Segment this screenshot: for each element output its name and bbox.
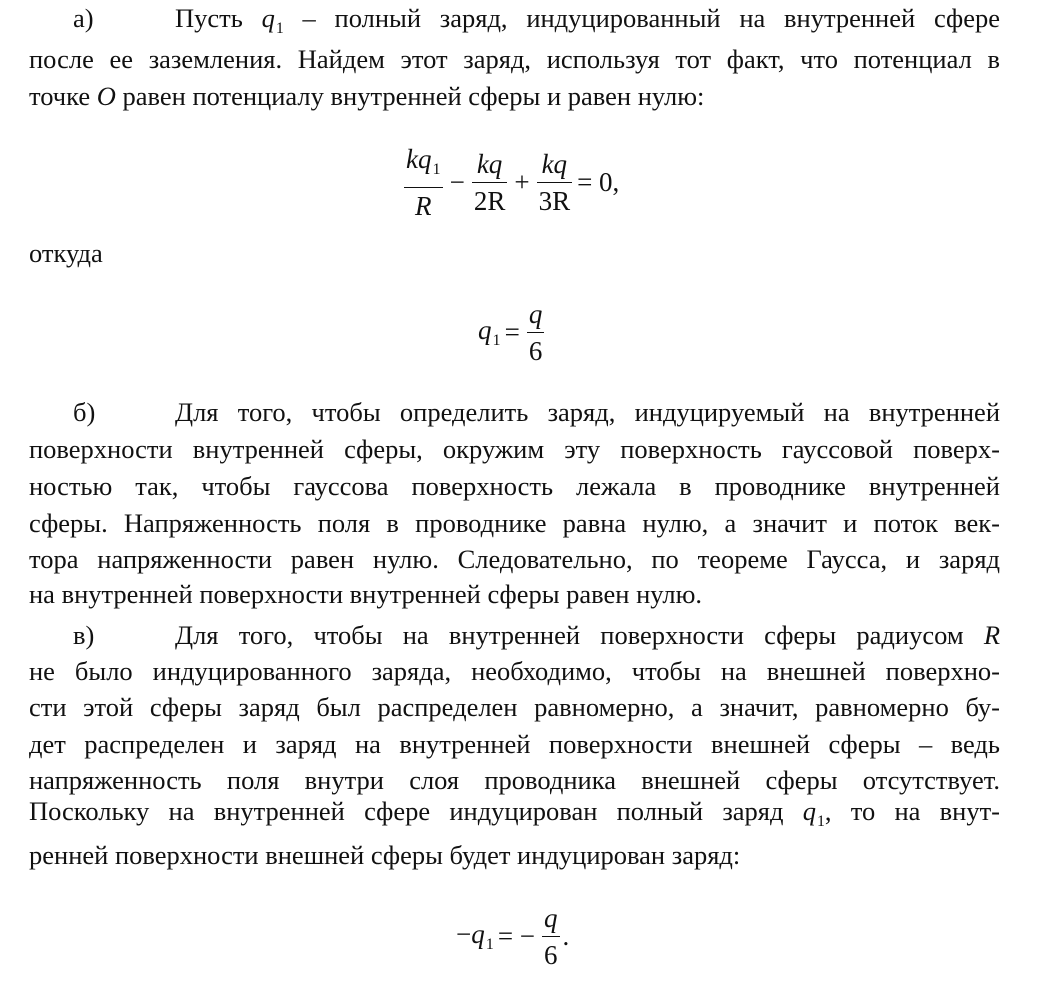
- part-b-line-2: поверхности внутренней сферы, окружим эту поверхность гауссовой поверх-: [29, 434, 1000, 464]
- part-c-line-6: Поскольку на внутренней сфере индуцирован полный заряд $q_1$, то на внут-: [29, 796, 1000, 830]
- part-c-label: в): [73, 620, 95, 650]
- text: – полный заряд, индуцированный на внутренней сфере: [283, 3, 1000, 33]
- fraction-q-6-neg: $\frac{q}{6}$: [544, 903, 558, 970]
- part-c-line-5: напряженность поля внутри слоя проводника внешней сферы отсутствует.: [29, 765, 1000, 795]
- part-b-line-4: сферы. Напряженность поля в проводнике равна нулю, а значит и поток век-: [29, 508, 1000, 538]
- part-c-line-2: не было индуцированного заряда, необходимо, чтобы на внешней поверхно-: [29, 656, 1000, 686]
- part-a-line-1: [29, 0, 1000, 36]
- fraction-kq-3R: $\frac{kq}{3R}$: [538, 148, 571, 216]
- part-b-line-1: б) Для того, чтобы определить заряд, индуцируемый на внутренней: [29, 394, 1000, 430]
- part-a-line-3: точке O равен потенциалу внутренней сферы и равен нулю:: [29, 81, 705, 111]
- equation-minus-q1: $-q_1$ = − $\frac{q}{6}$ .: [456, 903, 570, 970]
- equation-q1: $q_1$ = $\frac{q}{6}$: [478, 299, 543, 366]
- fraction-kq-2R: $\frac{kq}{2R}$: [473, 148, 506, 216]
- part-c-line-7: ренней поверхности внешней сферы будет индуцирован заряд:: [29, 840, 741, 870]
- equation-potential: $\frac{kq_1}{R}$ − $\frac{kq}{2R}$ + $\frac{kq}{3R}$ = 0,: [406, 144, 620, 221]
- part-b-line-6: на внутренней поверхности внутренней сферы равен нулю.: [29, 579, 702, 609]
- part-b-label: б): [73, 397, 96, 427]
- fraction-kq1-R: $\frac{kq_1}{R}$: [406, 144, 441, 221]
- part-a-line-2: после ее заземления. Найдем этот заряд, используя тот факт, что потенциал в: [29, 44, 1000, 74]
- fraction-q-6: $\frac{q}{6}$: [528, 299, 543, 366]
- variable-R: R: [983, 620, 1000, 650]
- part-a-label: а): [73, 3, 94, 33]
- text: Пусть: [175, 3, 262, 33]
- variable-q: $q_1$: [261, 3, 284, 37]
- part-b-line-3: ностью так, чтобы гауссова поверхность лежала в проводнике внутренней: [29, 471, 1000, 501]
- part-c-line-3: сти этой сферы заряд был распределен равномерно, а значит, равномерно бу-: [29, 692, 1000, 722]
- point-o: O: [96, 81, 116, 111]
- text-whence: откуда: [29, 238, 103, 268]
- part-c-line-1: в) Для того, чтобы на внутренней поверхности сферы радиусом R: [29, 617, 1000, 653]
- part-b-line-5: тора напряженности равен нулю. Следовательно, по теореме Гаусса, и заряд: [29, 544, 1000, 574]
- variable-q1: $q_1$: [802, 796, 825, 830]
- part-c-line-4: дет распределен и заряд на внутренней поверхности внешней сферы – ведь: [29, 729, 1000, 759]
